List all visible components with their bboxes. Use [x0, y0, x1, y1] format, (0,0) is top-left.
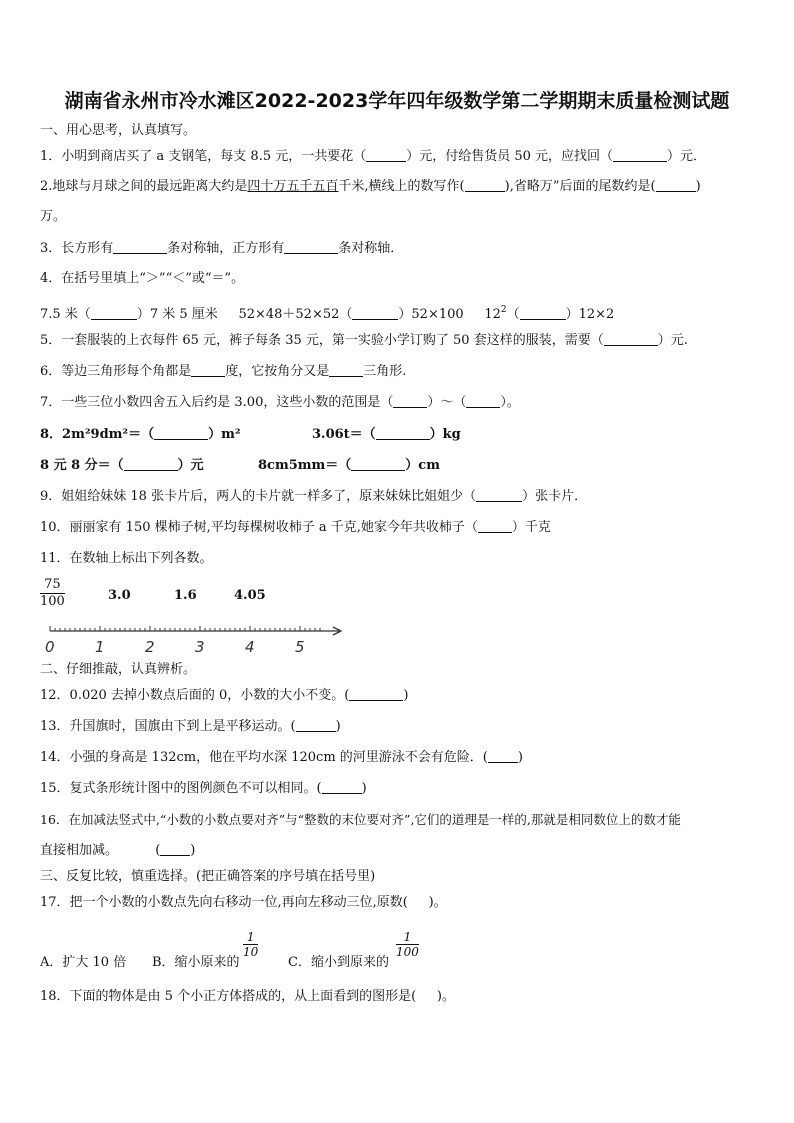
q9-text-a: 9．姐姐给妹妹 18 张卡片后，两人的卡片就一样多了，原来妹妹比姐姐少（: [40, 489, 477, 504]
q7-answer-blank-2[interactable]: [466, 395, 500, 408]
section-heading-1: 一、用心思考，认真填写。: [40, 123, 197, 138]
q17-text-b: )。: [428, 895, 447, 910]
q4-item-2-b: ）52×100: [398, 307, 464, 322]
q16-text-b: 直接相加减。: [40, 843, 119, 858]
q11-number-3: 4.05: [234, 588, 266, 603]
q8-answer-blank-2[interactable]: [376, 427, 430, 440]
q6-answer-blank-2[interactable]: [329, 364, 363, 377]
axis-tick-label: 2: [145, 638, 155, 656]
q13-text-a: 13．升国旗时，国旗由下到上是平移运动。(: [40, 719, 296, 734]
q7-answer-blank[interactable]: [393, 395, 427, 408]
q11-number-2: 1.6: [174, 588, 197, 603]
question-16: 16．在加减法竖式中,“小数的小数点要对齐”与“整数的末位要对齐”,它们的道理是一样的,那就是相同数位上的数才能: [40, 812, 681, 827]
question-13: [40, 718, 341, 736]
q4-answer-blank-1[interactable]: [91, 307, 137, 320]
q11-number-1: 3.0: [108, 588, 131, 603]
q13-text-b: ): [335, 719, 341, 734]
q11-fraction-numerator: 75: [40, 577, 65, 594]
q17-option-b[interactable]: B．缩小原来的: [152, 955, 240, 970]
q8-answer-blank-1[interactable]: [154, 427, 208, 440]
q13-answer-blank[interactable]: [296, 719, 336, 732]
q5-answer-blank[interactable]: [604, 333, 658, 346]
q17-option-a[interactable]: A．扩大 10 倍: [40, 955, 127, 970]
q8-item-4-a: 8cm5mm＝（: [258, 458, 352, 473]
axis-tick-label: 5: [295, 638, 305, 656]
q10-answer-blank[interactable]: [478, 520, 512, 533]
question-11: 11．在数轴上标出下列各数。: [40, 551, 213, 566]
q5-text-a: 5．一套服装的上衣每件 65 元，裤子每条 35 元，第一实验小学订购了 50 套这样的服装，需要（: [40, 333, 604, 348]
q17-option-b-fraction: [243, 930, 258, 959]
q2-text-c: ),省略万”后面的尾数约是(: [504, 179, 656, 194]
q2-answer-blank[interactable]: [465, 179, 505, 192]
q12-text-b: ): [403, 688, 409, 703]
q9-text-b: ）张卡片．: [522, 489, 588, 504]
page-title: 湖南省永州市冷水滩区2022-2023学年四年级数学第二学期期末质量检测试题: [64, 90, 730, 112]
question-5: [40, 332, 688, 350]
q16-text-d: ): [190, 843, 196, 858]
q17-option-b-numerator: 1: [243, 930, 258, 945]
q4-answer-blank-2[interactable]: [352, 307, 398, 320]
q1-answer-blank[interactable]: [366, 149, 406, 162]
q6-text-a: 6．等边三角形每个角都是: [40, 364, 192, 379]
question-10: [40, 519, 551, 537]
q4-item-3-base: 12: [484, 307, 501, 322]
q15-answer-blank[interactable]: [322, 781, 362, 794]
q8-item-1-b: ）m²: [208, 427, 241, 442]
q12-answer-blank[interactable]: [349, 688, 403, 701]
q7-text-b: ）～（: [427, 395, 467, 410]
question-8-row-2: [40, 457, 204, 475]
q2-continuation: 万。: [40, 209, 67, 224]
q4-item-3-b: ）12×2: [565, 307, 615, 322]
q2-text-d: ): [695, 179, 701, 194]
q9-answer-blank[interactable]: [476, 489, 522, 502]
q8-answer-blank-4[interactable]: [351, 458, 405, 471]
q17-option-c[interactable]: C．缩小到原来的: [288, 955, 389, 970]
q6-text-c: 三角形.: [363, 364, 407, 379]
q11-fraction-denominator: 100: [40, 594, 65, 609]
q14-text-a: 14．小强的身高是 132cm，他在平均水深 120cm 的河里游泳不会有危险．(: [40, 750, 488, 765]
q2-answer-blank-2[interactable]: [656, 179, 696, 192]
q10-text-b: ）千克: [511, 520, 551, 535]
number-line-axis: [45, 626, 341, 656]
q3-text-b: 条对称轴，正方形有: [167, 241, 285, 256]
axis-tick-label: 0: [45, 638, 55, 656]
q4-item-1-b: ）7 米 5 厘米: [136, 307, 218, 322]
q4-answer-blank-3[interactable]: [520, 307, 566, 320]
q14-answer-blank[interactable]: [488, 750, 518, 763]
q16-answer-blank[interactable]: [160, 843, 190, 856]
question-6: [40, 363, 406, 381]
q3-text-a: 3．长方形有: [40, 241, 114, 256]
question-1: [40, 148, 706, 166]
q8-answer-blank-3[interactable]: [124, 458, 178, 471]
q15-text-a: 15．复式条形统计图中的图例颜色不可以相同。(: [40, 781, 322, 796]
q10-text-a: 10．丽丽家有 150 棵柿子树,平均每棵树收柿子 a 千克,她家今年共收柿子（: [40, 520, 478, 535]
q14-text-b: ): [517, 750, 523, 765]
question-8-row-2-right: [258, 457, 440, 475]
q6-text-b: 度，它按角分又是: [225, 364, 330, 379]
q3-text-c: 条对称轴．: [338, 241, 404, 256]
q4-item-1-a: 7.5 米（: [40, 307, 91, 322]
q1-text-a: 1．小明到商店买了 a 支钢笔，每支 8.5 元，一共要花（: [40, 149, 367, 164]
number-line[interactable]: [40, 620, 360, 656]
axis-tick-label: 3: [195, 638, 205, 656]
question-8-row-1-right: [312, 426, 461, 444]
axis-tick-label: 4: [245, 638, 255, 656]
q17-text-a: 17．把一个小数的小数点先向右移动一位,再向左移动三位,原数(: [40, 895, 408, 910]
q4-item-2-a: 52×48＋52×52（: [238, 307, 353, 322]
q1-answer-blank-2[interactable]: [613, 149, 667, 162]
q18-text-a: 18．下面的物体是由 5 个小正方体搭成的，从上面看到的图形是(: [40, 989, 417, 1004]
q5-text-b: ）元.: [657, 333, 688, 348]
q4-items: [40, 301, 614, 324]
q8-item-4-b: ）cm: [405, 458, 440, 473]
q3-answer-blank[interactable]: [113, 241, 167, 254]
q3-answer-blank-2[interactable]: [284, 241, 338, 254]
q18-text-b: )。: [436, 989, 455, 1004]
question-17: [40, 894, 447, 912]
q11-fraction: [40, 577, 65, 610]
q1-text-c: ）元．: [667, 149, 707, 164]
q17-option-c-fraction: [396, 930, 419, 959]
q7-text-c: ）。: [500, 395, 520, 410]
section-heading-3: 三、反复比较，慎重选择。(把正确答案的序号填在括号里): [40, 869, 376, 884]
q17-option-b-denominator: 10: [243, 945, 259, 959]
question-4: 4．在括号里填上“＞”“＜”或“＝”。: [40, 271, 245, 286]
q2-text-b: 千米,横线上的数写作(: [338, 179, 465, 194]
q8-item-2-a: 3.06t＝（: [312, 427, 376, 442]
q2-underlined-number: 四十万五千五百: [247, 179, 339, 194]
question-7: [40, 394, 520, 412]
section-heading-2: 二、仔细推敲，认真辨析。: [40, 662, 197, 677]
question-8-row-1: [40, 426, 241, 444]
question-12: [40, 687, 408, 705]
axis-tick-label: 1: [95, 638, 105, 656]
q16-text-c: (: [155, 843, 161, 858]
q6-answer-blank[interactable]: [191, 364, 225, 377]
q16-continuation: [40, 842, 195, 860]
q8-item-3-b: ）元: [177, 458, 204, 473]
question-18: [40, 988, 455, 1006]
q17-option-c-denominator: 100: [396, 945, 419, 959]
q2-text-a: 2.地球与月球之间的最远距离大约是: [40, 179, 248, 194]
q4-item-3-exponent: 2: [500, 305, 507, 315]
q8-item-2-b: ）kg: [429, 427, 461, 442]
q8-item-3-a: 8 元 8 分＝（: [40, 458, 124, 473]
question-2: [40, 178, 701, 196]
question-9: [40, 488, 587, 506]
question-14: [40, 749, 523, 767]
q17-option-c-numerator: 1: [396, 930, 419, 945]
q15-text-b: ): [361, 781, 367, 796]
question-15: [40, 780, 367, 798]
q8-item-1-a: 8．2m²9dm²＝（: [40, 427, 155, 442]
q1-text-b: ）元，付给售货员 50 元，应找回（: [406, 149, 614, 164]
q7-text-a: 7．一些三位小数四舍五入后约是 3.00，这些小数的范围是（: [40, 395, 394, 410]
q12-text-a: 12．0.020 去掉小数点后面的 0，小数的大小不变。(: [40, 688, 350, 703]
q4-item-3-a: （: [506, 307, 520, 322]
question-3: [40, 240, 403, 258]
